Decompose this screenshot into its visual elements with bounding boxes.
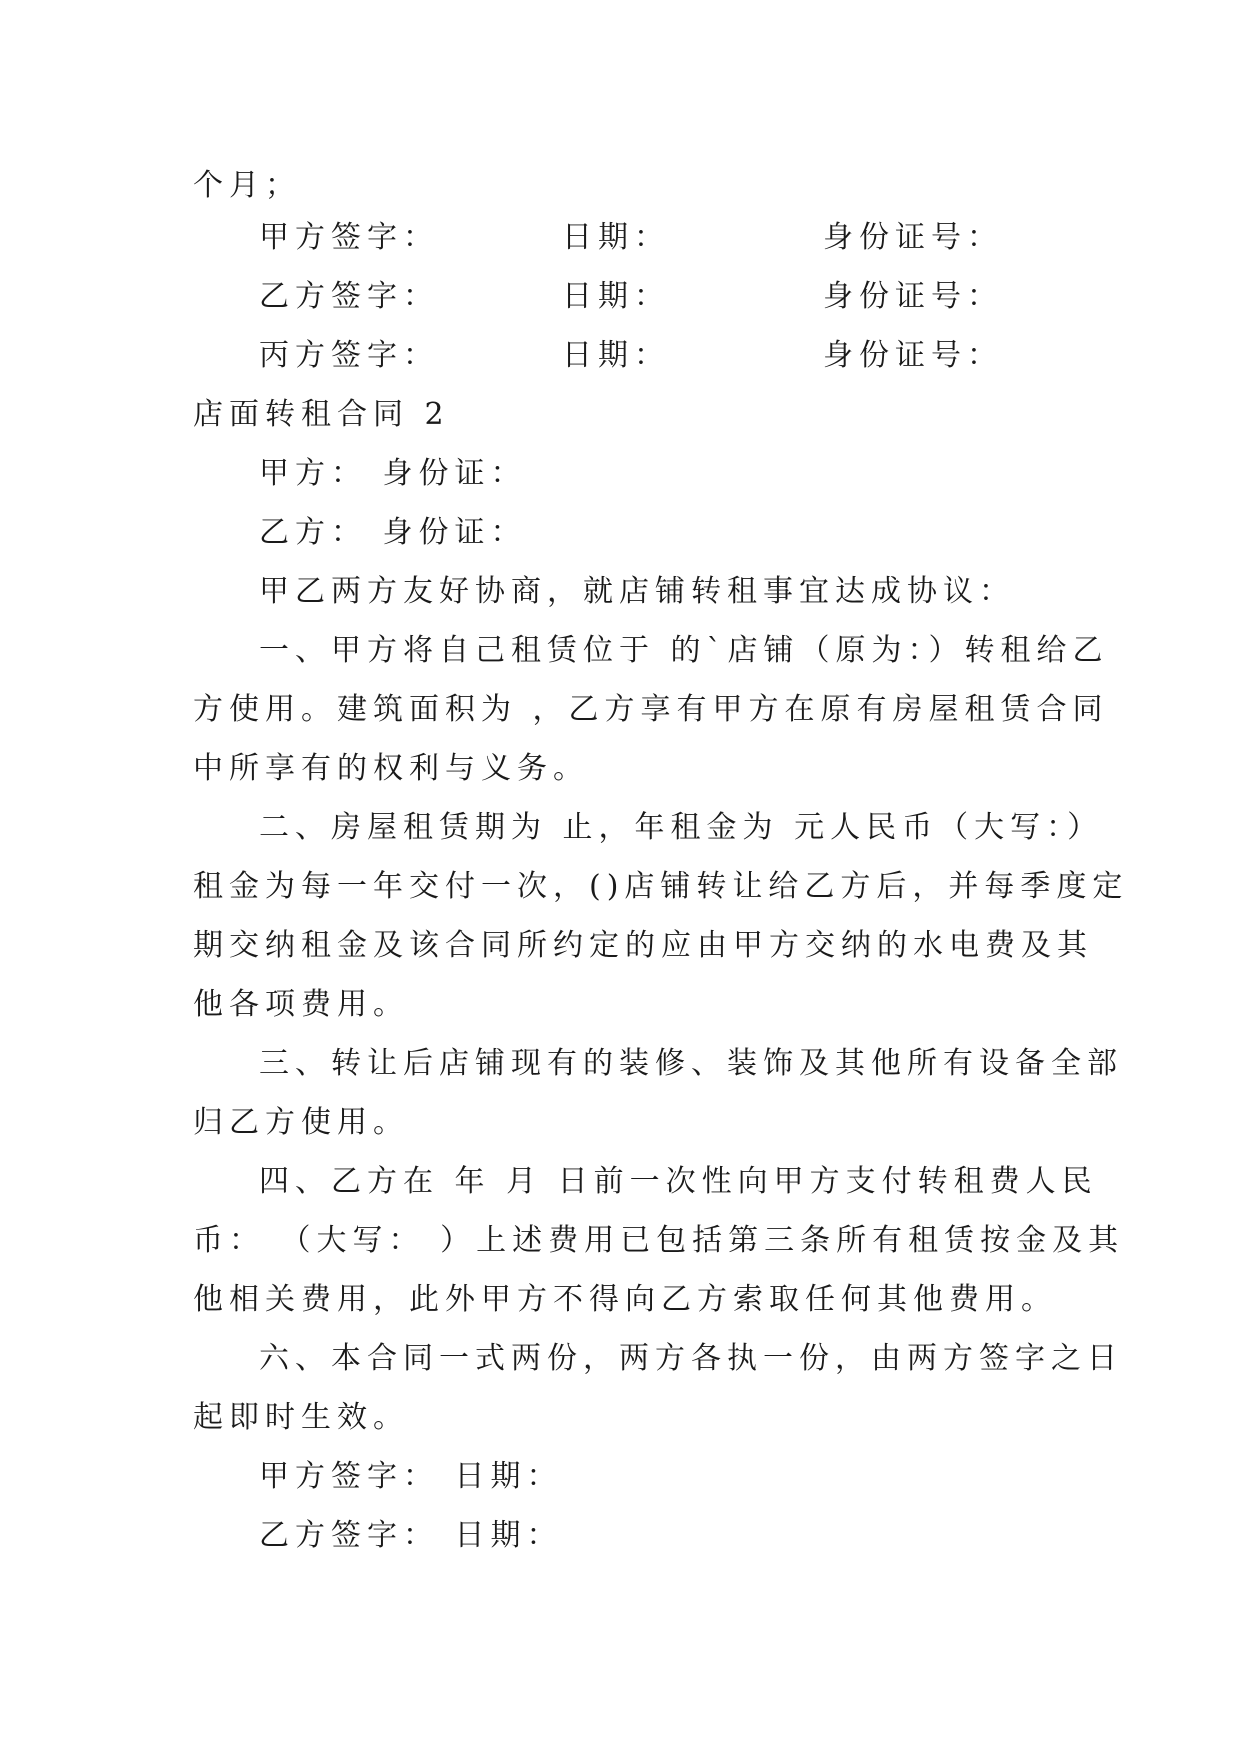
- clause-3-line: 归乙方使用。: [193, 1105, 409, 1140]
- party-a-line: 甲方： 身份证：: [259, 456, 527, 491]
- signature-party-a-label: 甲方签字：: [259, 220, 439, 255]
- signature-id-label: 身份证号：: [823, 279, 1003, 314]
- clause-3-line: 三、转让后店铺现有的装修、装饰及其他所有设备全部: [259, 1046, 1123, 1081]
- signature-date-label: 日期：: [562, 279, 670, 314]
- clause-6-line: 六、本合同一式两份，两方各执一份，由两方签字之日: [259, 1341, 1123, 1376]
- clause-1-line: 一、甲方将自己租赁位于 的`店铺（原为：）转租给乙: [259, 633, 1109, 668]
- clause-2-line: 二、房屋租赁期为 止，年租金为 元人民币（大写：）: [259, 810, 1104, 845]
- clause-4-line: 他相关费用，此外甲方不得向乙方索取任何其他费用。: [193, 1282, 1057, 1317]
- signature-id-label: 身份证号：: [823, 338, 1003, 373]
- clause-6-line: 起即时生效。: [193, 1400, 409, 1435]
- intro-line: 甲乙两方友好协商，就店铺转租事宜达成协议：: [259, 574, 1015, 609]
- clause-2-line: 租金为每一年交付一次，()店铺转让给乙方后，并每季度定: [193, 869, 1129, 904]
- end-signature-party-b: 乙方签字： 日期：: [259, 1518, 563, 1553]
- end-signature-party-a: 甲方签字： 日期：: [259, 1459, 563, 1494]
- signature-id-label: 身份证号：: [823, 220, 1003, 255]
- clause-1-line: 方使用。建筑面积为 ，乙方享有甲方在原有房屋租赁合同: [193, 692, 1109, 727]
- document-title: 店面转租合同 2: [193, 397, 450, 432]
- clause-2-line: 期交纳租金及该合同所约定的应由甲方交纳的水电费及其: [193, 928, 1093, 963]
- clause-4-line: 四、乙方在 年 月 日前一次性向甲方支付转租费人民: [259, 1164, 1098, 1199]
- clause-4-line: 币： （大写： ）上述费用已包括第三条所有租赁按金及其: [193, 1223, 1125, 1258]
- signature-party-c-label: 丙方签字：: [259, 338, 439, 373]
- text-line: 个月；: [193, 168, 301, 203]
- signature-date-label: 日期：: [562, 220, 670, 255]
- signature-date-label: 日期：: [562, 338, 670, 373]
- clause-2-line: 他各项费用。: [193, 987, 409, 1022]
- party-b-line: 乙方： 身份证：: [259, 515, 527, 550]
- signature-party-b-label: 乙方签字：: [259, 279, 439, 314]
- clause-1-line: 中所享有的权利与义务。: [193, 751, 589, 786]
